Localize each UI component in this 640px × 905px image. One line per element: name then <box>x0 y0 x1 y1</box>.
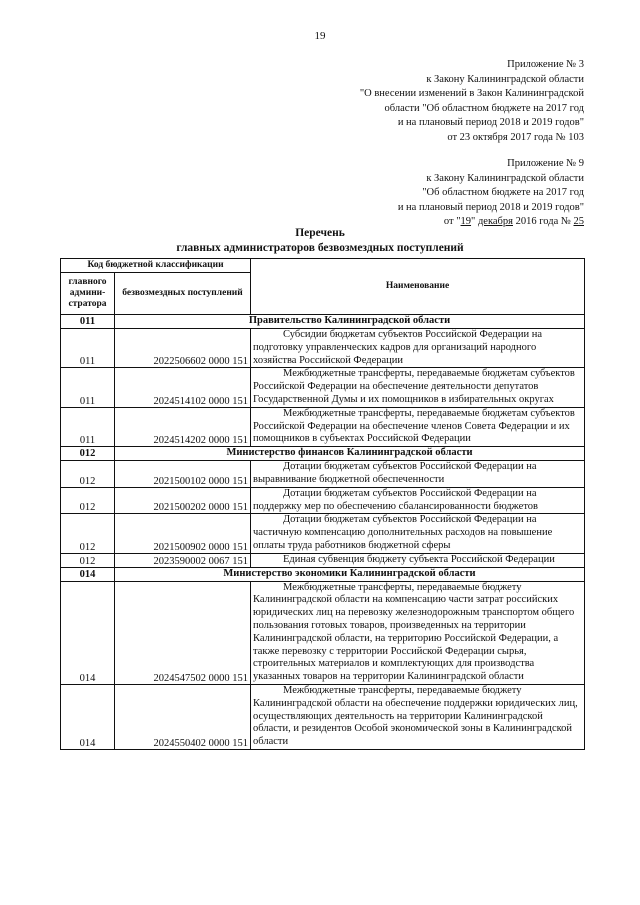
table-row <box>61 329 585 368</box>
receipt-code-cell: 2024514202 0000 151 <box>115 407 251 446</box>
admin-code-cell: 012 <box>61 461 115 488</box>
table-row <box>61 581 585 684</box>
name-first-line: Дотации бюджетам субъектов Российской Федерации на <box>283 461 537 473</box>
admin-code-cell: 011 <box>61 407 115 446</box>
receipt-code-cell: 2021500202 0000 151 <box>115 487 251 514</box>
admin-code-cell: 012 <box>61 553 115 567</box>
header-budget-code: Код бюджетной классификации <box>61 259 251 273</box>
admin-code-cell: 014 <box>61 684 115 749</box>
title-line-2: главных администраторов безвозмездных поступлений <box>176 242 464 254</box>
table-row <box>61 514 585 553</box>
name-cell <box>251 553 585 567</box>
name-cell <box>251 514 585 553</box>
group-row <box>61 315 585 329</box>
name-first-line: Межбюджетные трансферты, передаваемые бюджету <box>283 684 522 696</box>
group-name: Министерство финансов Калининградской области <box>115 447 585 461</box>
header-admin-code: главного админи-стратора <box>61 273 115 315</box>
date-month: декабря <box>477 216 513 227</box>
name-cell <box>251 581 585 684</box>
header-receipts-code: безвозмездных поступлений <box>115 273 251 315</box>
annex-original-header <box>398 157 584 230</box>
table-row <box>61 553 585 567</box>
annex-line: "Об областном бюджете на 2017 год <box>422 187 584 198</box>
receipt-code-cell: 2024550402 0000 151 <box>115 684 251 749</box>
name-cell <box>251 329 585 368</box>
receipt-code-cell: 2022506602 0000 151 <box>115 329 251 368</box>
name-rest: выравнивание бюджетной обеспеченности <box>253 473 445 485</box>
group-row <box>61 447 585 461</box>
name-rest: субъектов Российской Федерации на обеспечение деятельности депутатов Государственной Думы и их помощников в избирательных округах <box>253 368 575 405</box>
table-row <box>61 461 585 488</box>
name-first-line: Единая субвенция бюджету субъекта Российской <box>283 553 503 565</box>
name-cell <box>251 407 585 446</box>
date-mid: " <box>471 216 478 227</box>
header-name: Наименование <box>251 259 585 315</box>
receipt-code-cell: 2021500902 0000 151 <box>115 514 251 553</box>
document-title <box>100 226 540 256</box>
group-admin-code: 012 <box>61 447 115 461</box>
group-name: Правительство Калининградской области <box>115 315 585 329</box>
annex-line: к Закону Калининградской области <box>426 172 584 184</box>
group-row <box>61 567 585 581</box>
name-rest: Калининградской области на компенсацию части затрат российских юридических лиц на перевозку железнодорожным транспортом общего пользования готовых товаров, произведенных на территории Калининградской области, на территорию Российской Федерации, а также перевозку с территории Российской Федерации сырья, строительных материалов и комплектующих для производства указанных товаров на территории Калининградской области <box>253 594 575 683</box>
name-cell <box>251 684 585 749</box>
name-first-line: Дотации бюджетам субъектов Российской Федерации на <box>283 514 537 526</box>
receipt-code-cell: 2024514102 0000 151 <box>115 368 251 407</box>
date-prefix: от " <box>443 216 461 227</box>
name-rest: субъектов Российской Федерации на обеспечение членов Совета Федерации и их помощников в субъектах Российской Федерации <box>253 407 575 445</box>
name-first-line: Межбюджетные трансферты, передаваемые бюджету <box>283 581 522 593</box>
name-rest: поддержку мер по обеспечению сбалансированности бюджетов <box>253 500 538 512</box>
annex-line: Приложение № 9 <box>507 158 584 169</box>
annex-line: и на плановый период 2018 и 2019 годов" <box>397 117 584 128</box>
annex-line: к Закону Калининградской области <box>426 73 584 85</box>
annex-line: области "Об областном бюджете на 2017 год <box>384 102 584 114</box>
group-admin-code: 011 <box>61 315 115 329</box>
name-cell <box>251 487 585 514</box>
admin-code-cell: 011 <box>61 329 115 368</box>
receipt-code-cell: 2023590002 0067 151 <box>115 553 251 567</box>
name-first-line: Межбюджетные трансферты, передаваемые бюджетам <box>283 368 528 380</box>
admin-code-cell: 014 <box>61 581 115 684</box>
annex-line: Приложение № 3 <box>507 59 584 70</box>
name-first-line: Субсидии бюджетам субъектов Российской Федерации на <box>283 329 543 340</box>
name-first-line: Межбюджетные трансферты, передаваемые бюджетам <box>283 407 528 419</box>
date-year: 2016 года № <box>512 216 574 227</box>
table-row <box>61 368 585 407</box>
admin-code-cell: 012 <box>61 487 115 514</box>
name-cell <box>251 461 585 488</box>
name-cell <box>251 368 585 407</box>
table-row <box>61 407 585 446</box>
administrators-table <box>60 258 585 750</box>
receipt-code-cell: 2024547502 0000 151 <box>115 581 251 684</box>
group-name: Министерство экономики Калининградской области <box>115 567 585 581</box>
name-rest: частичную компенсацию дополнительных расходов на повышение оплаты труда работников бюджетной сферы <box>253 527 553 551</box>
admin-code-cell: 011 <box>61 368 115 407</box>
annex-line: "О внесении изменений в Закон Калининградской <box>359 88 584 99</box>
group-admin-code: 014 <box>61 567 115 581</box>
name-first-line: Дотации бюджетам субъектов Российской Федерации на <box>283 487 537 499</box>
table-row <box>61 487 585 514</box>
name-rest: подготовку управленческих кадров для организаций народного хозяйства Российской Федерации <box>253 341 537 366</box>
annex-line: и на плановый период 2018 и 2019 годов" <box>397 201 584 213</box>
date-day: 19 <box>460 216 472 227</box>
law-number: 25 <box>573 216 584 227</box>
name-rest: Федерации <box>505 553 555 565</box>
title-line-1: Перечень <box>295 227 345 239</box>
table-row <box>61 684 585 749</box>
admin-code-cell: 012 <box>61 514 115 553</box>
annex-line: от 23 октября 2017 года № 103 <box>447 131 584 143</box>
receipt-code-cell: 2021500102 0000 151 <box>115 461 251 488</box>
annex-amendment-header <box>360 58 584 145</box>
name-rest: Калининградской области на обеспечение поддержки юридических лиц, осуществляющих деятельность на территории Калининградской области, и резидентов Особой экономической зоны в Калининградской области <box>253 697 578 748</box>
page-number: 19 <box>314 30 326 42</box>
